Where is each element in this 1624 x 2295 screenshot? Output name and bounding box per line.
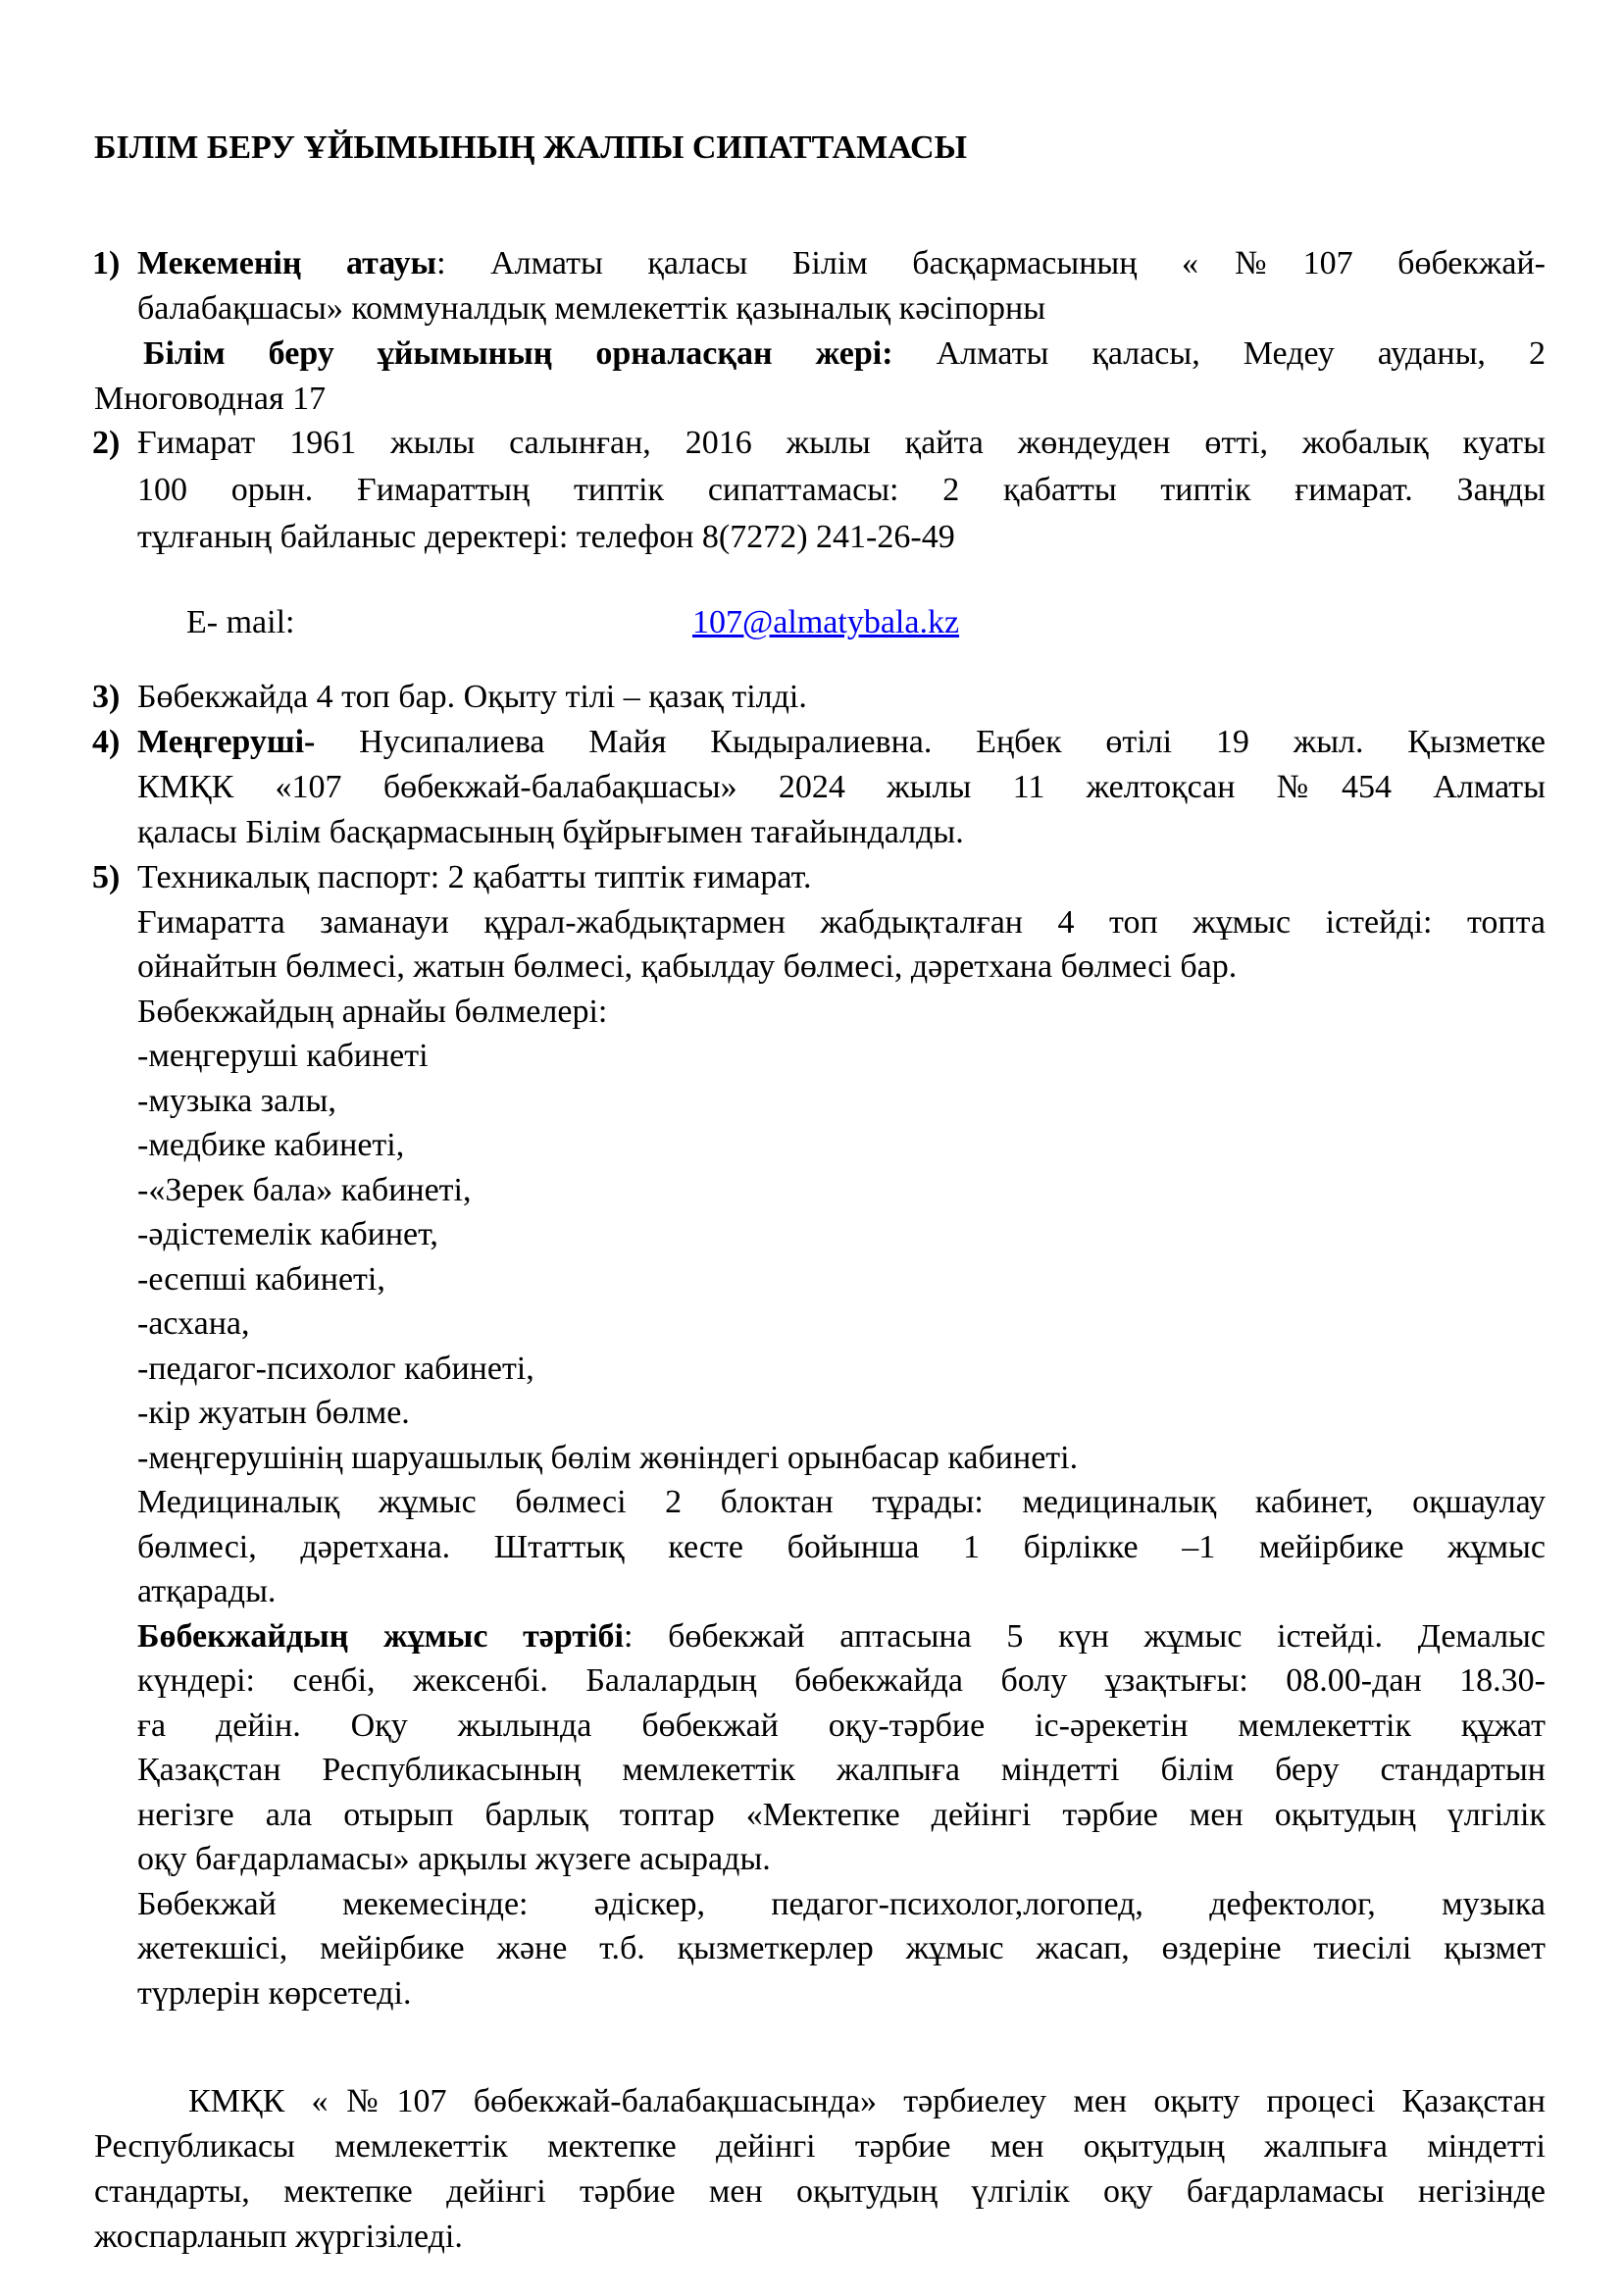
item-number: 5): [92, 859, 121, 895]
schedule-line-4: Қазақстан Республикасының мемлекеттік жалпыға міндетті білім беру стандартын: [137, 1752, 1546, 1788]
schedule-label: Бөбекжайдың жұмыс тәртібі: [137, 1617, 624, 1655]
item-1-line-2: балабақшасы» коммуналдық мемлекеттік қазыналық кәсіпорны: [137, 290, 1046, 327]
schedule-line-3: ға дейін. Оқу жылында бөбекжай оқу-тәрбие іс-әрекетін мемлекеттік құжат: [137, 1707, 1546, 1744]
item-3-text: Бөбекжайда 4 топ бар. Оқыту тілі – қазақ тілді.: [137, 679, 807, 715]
room-list-item: -есепші кабинеті,: [137, 1260, 385, 1298]
staff-line-2: жетекшісі, мейірбике және т.б. қызметкерлер жұмыс жасап, өздеріне тиесілі қызмет: [137, 1930, 1546, 1966]
item-4-line-3: қаласы Білім басқармасының бұйрығымен тағайындалды.: [137, 814, 964, 850]
item-5: [92, 855, 1546, 2015]
closing-line-2: Республикасы мемлекеттік мектепке дейінгі тәрбие мен оқытудың жалпыға міндетті: [94, 2128, 1546, 2165]
item-number: 4): [92, 724, 121, 760]
closing-line-3: стандарты, мектепке дейінгі тәрбие мен оқытудың үлгілік оқу бағдарламасы негізінде: [94, 2173, 1546, 2210]
location-paragraph: [94, 332, 1546, 422]
medical-line-3: атқарады.: [137, 1573, 277, 1609]
item-5-line-2: Ғимаратта заманауи құрал-жабдықтармен жабдықталған 4 топ жұмыс істейді: топта: [137, 903, 1546, 941]
item-5-line-1: Техникалық паспорт: 2 қабатты типтік ғимарат.: [137, 859, 812, 895]
room-list-item: -меңгерушінің шаруашылық бөлім жөніндегі орынбасар кабинеті.: [137, 1439, 1079, 1476]
room-list-item: -«Зерек бала» кабинеті,: [137, 1171, 472, 1208]
schedule-line-2: күндері: сенбі, жексенбі. Балалардың бөбекжайда болу ұзақтығы: 08.00-дан 18.30-: [137, 1662, 1546, 1699]
item-4-line-1: Меңгеруші- Нусипалиева Майя Кыдыралиевна. Еңбек өтілі 19 жыл. Қызметке: [137, 724, 1546, 760]
location-line-1: Білім беру ұйымының орналасқан жері: Алматы қаласы, Медеу ауданы, 2: [143, 335, 1546, 372]
item-number: 1): [92, 245, 121, 281]
room-list-item: -меңгеруші кабинеті: [137, 1038, 429, 1074]
location-label: Білім беру ұйымының орналасқан жері:: [143, 335, 893, 372]
staff-line-1: Бөбекжай мекемесінде: әдіскер, педагог-психолог,логопед, дефектолог, музыка: [137, 1885, 1546, 1922]
item-4: [92, 720, 1546, 855]
item-2-line-1: Ғимарат 1961 жылы салынған, 2016 жылы қайта жөндеуден өтті, жобалық куаты: [137, 425, 1546, 461]
medical-line-1: Медициналық жұмыс бөлмесі 2 блоктан тұрады: медициналық кабинет, оқшаулау: [137, 1484, 1546, 1520]
room-list-item: -әдістемелік кабинет,: [137, 1216, 438, 1252]
location-line-2: Многоводная 17: [94, 381, 327, 417]
item-2-line-2: 100 орын. Ғимараттың типтік сипаттамасы: 2 қабатты типтік ғимарат. Заңды: [137, 472, 1546, 508]
item-number: 2): [92, 425, 121, 461]
closing-line-4: жоспарланып жүргізіледі.: [94, 2218, 463, 2255]
room-list-item: -асхана,: [137, 1305, 250, 1342]
item-3: [92, 675, 1546, 720]
director-label: Меңгеруші-: [137, 724, 316, 760]
schedule-line-5: негізге ала отырып барлық топтар «Мектепке дейінгі тәрбие мен оқытудың үлгілік: [137, 1796, 1546, 1833]
room-list-item: -педагог-психолог кабинеті,: [137, 1350, 534, 1387]
email-label: E- mail:: [186, 604, 295, 640]
schedule-line-1: Бөбекжайдың жұмыс тәртібі: бөбекжай аптасына 5 күн жұмыс істейді. Демалыс: [137, 1617, 1546, 1655]
email-link[interactable]: 107@almatybala.kz: [692, 604, 960, 640]
item-1: [92, 241, 1546, 332]
document-title: БІЛІМ БЕРУ ҰЙЫМЫНЫҢ ЖАЛПЫ СИПАТТАМАСЫ: [94, 129, 967, 166]
schedule-line-6: оқу бағдарламасы» арқылы жүзеге асырады.: [137, 1841, 771, 1877]
room-list-item: -кір жуатын бөлме.: [137, 1395, 410, 1431]
room-list-item: -медбике кабинеті,: [137, 1127, 405, 1163]
closing-paragraph: [94, 2079, 1546, 2260]
staff-line-3: түрлерін көрсетеді.: [137, 1974, 412, 2012]
closing-line-1: КМҚК «№107 бөбекжай-балабақшасында» тәрбиелеу мен оқыту процесі Қазақстан: [188, 2083, 1546, 2119]
rooms-heading: Бөбекжайдың арнайы бөлмелері:: [137, 993, 608, 1030]
item-number: 3): [92, 679, 121, 715]
item-2-line-3: тұлғаның байланыс деректері: телефон 8(7272) 241-26-49: [137, 519, 955, 555]
item-1-line-1: Мекеменің атауы: Алматы қаласы Білім басқармасының «№107 бөбекжай-: [137, 245, 1546, 281]
item-5-line-3: ойнайтын бөлмесі, жатын бөлмесі, қабылдау бөлмесі, дәретхана бөлмесі бар.: [137, 948, 1238, 985]
item-4-line-2: КМҚК «107 бөбекжай-балабақшасы» 2024 жылы 11 желтоқсан №454 Алматы: [137, 769, 1546, 805]
item-2: [92, 420, 1546, 561]
institution-name-label: Мекеменің атауы: [137, 245, 437, 281]
room-list-item: -музыка залы,: [137, 1082, 336, 1119]
medical-line-2: бөлмесі, дәретхана. Штаттық кесте бойынша 1 бірлікке –1 мейірбике жұмыс: [137, 1528, 1546, 1565]
